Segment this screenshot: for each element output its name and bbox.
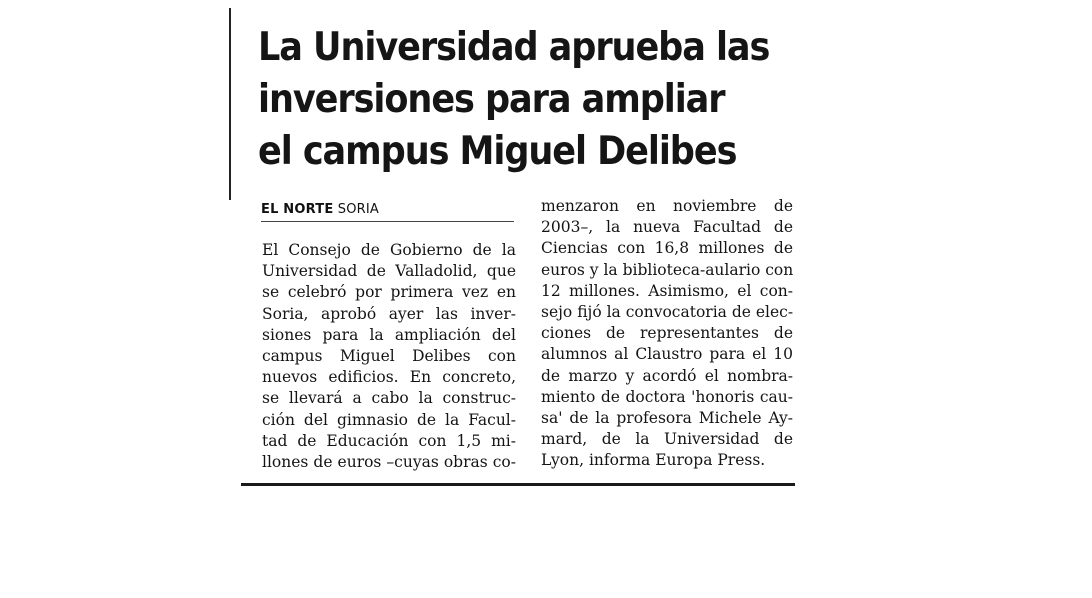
body-line: miento de doctora 'honoris cau- xyxy=(541,387,793,406)
byline xyxy=(261,202,379,217)
byline-rule xyxy=(261,221,514,222)
body-line: ción del gimnasio de la Facul- xyxy=(262,410,516,429)
byline-location: SORIA xyxy=(337,202,379,217)
body-line: tad de Educación con 1,5 mi- xyxy=(262,431,516,450)
body-line: se llevará a cabo la construc- xyxy=(262,389,516,408)
body-line: nuevos edificios. En concreto, xyxy=(262,368,516,387)
body-line: sejo fijó la convocatoria de elec- xyxy=(541,303,794,322)
body-line: se celebró por primera vez en xyxy=(262,283,516,302)
headline-line: La Universidad aprueba las xyxy=(258,25,770,70)
body-column-left xyxy=(262,240,516,473)
body-line: Universidad de Valladolid, que xyxy=(262,262,516,281)
body-line: 12 millones. Asimismo, el con- xyxy=(541,281,793,300)
body-line: mard, de la Universidad de xyxy=(541,430,793,449)
body-line: Soria, aprobó ayer las inver- xyxy=(262,304,516,323)
body-line: menzaron en noviembre de xyxy=(541,197,793,215)
body-line: ciones de representantes de xyxy=(541,324,793,343)
body-column-right xyxy=(541,196,793,472)
body-line: campus Miguel Delibes con xyxy=(262,347,516,366)
left-column-rule xyxy=(229,8,231,200)
body-line: llones de euros –cuyas obras co- xyxy=(262,453,516,472)
body-line: El Consejo de Gobierno de la xyxy=(262,241,516,259)
body-line: Ciencias con 16,8 millones de xyxy=(541,239,793,258)
body-line: Lyon, informa Europa Press. xyxy=(541,451,766,470)
body-line: sa' de la profesora Michele Ay- xyxy=(541,409,793,428)
byline-source: EL NORTE xyxy=(261,202,334,217)
headline-line: inversiones para ampliar xyxy=(258,77,725,122)
body-line: 2003–, la nueva Facultad de xyxy=(541,218,793,237)
headline xyxy=(258,22,770,178)
body-line: alumnos al Claustro para el 10 xyxy=(541,345,793,364)
body-line: euros y la biblioteca-aulario con xyxy=(541,260,794,279)
body-line: de marzo y acordó el nombra- xyxy=(541,366,793,385)
headline-line: el campus Miguel Delibes xyxy=(258,129,737,174)
bottom-rule xyxy=(241,483,795,486)
body-line: siones para la ampliación del xyxy=(262,325,516,344)
